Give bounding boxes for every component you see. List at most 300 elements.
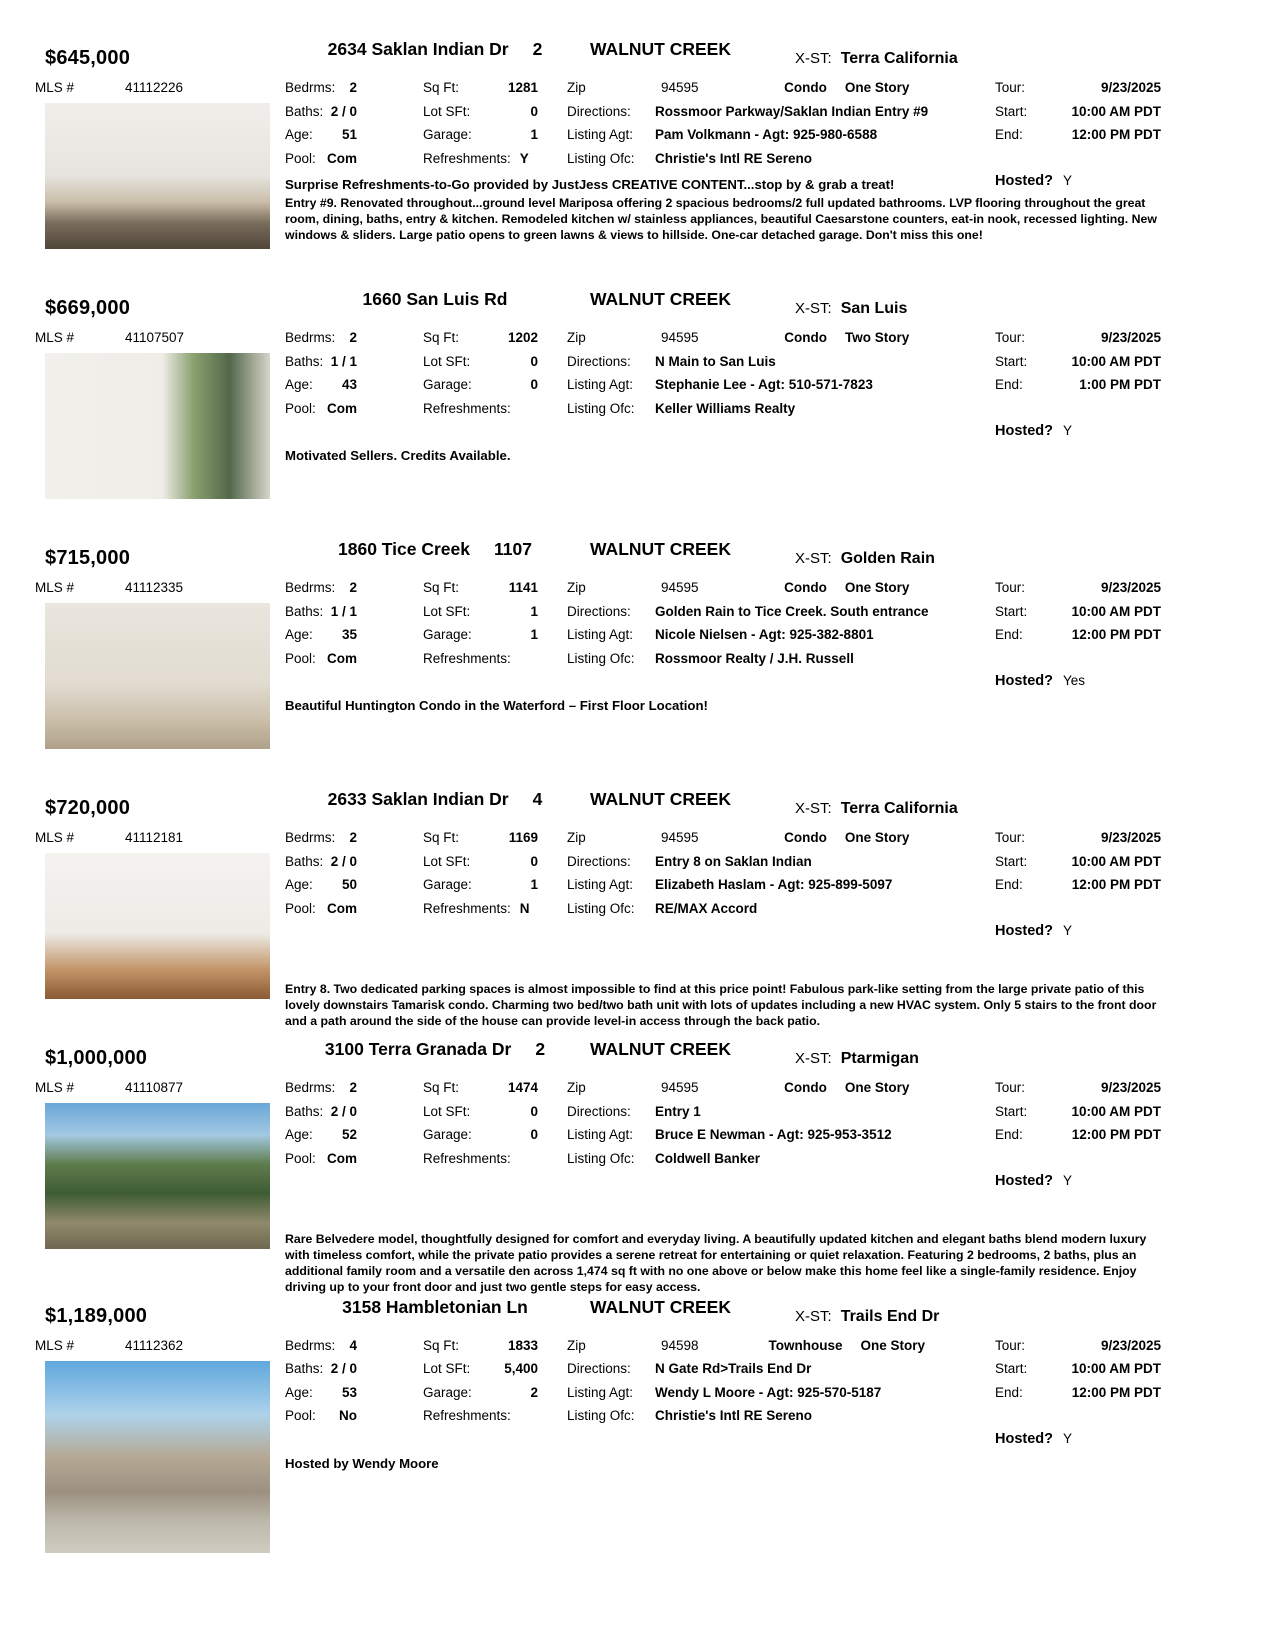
- directions-cell: [567, 1361, 995, 1376]
- start-label: Start:: [995, 103, 1028, 119]
- zip-value: 94595: [661, 1080, 699, 1095]
- start-time: 10:00 AM PDT: [1071, 1103, 1161, 1119]
- hosted-value: Y: [1063, 423, 1073, 438]
- cross-street-group: [795, 300, 907, 318]
- listing-left-column: [0, 580, 285, 749]
- directions-value: Golden Rain to Tice Creek. South entrance: [655, 603, 929, 619]
- listing-office-cell: [567, 901, 995, 916]
- age-value: 53: [341, 1384, 357, 1400]
- hosted-label: Hosted?: [995, 673, 1053, 689]
- detail-row: [285, 877, 1230, 901]
- listing-office-cell: [567, 401, 995, 416]
- street-address-group: [285, 1297, 585, 1318]
- listing-body: [0, 580, 1275, 749]
- sqft-cell: [423, 1080, 538, 1095]
- listing-header: [0, 38, 1275, 80]
- age-value: 35: [341, 627, 357, 643]
- hosted-label: Hosted?: [995, 1430, 1053, 1447]
- start-label: Start:: [995, 1361, 1028, 1377]
- bedrooms-cell: [285, 830, 357, 845]
- mls-number: 41112362: [125, 1337, 184, 1353]
- sqft-value: 1202: [507, 330, 538, 345]
- bedrooms-label: Bedrms:: [285, 1337, 336, 1353]
- tour-date: 9/23/2025: [1100, 580, 1161, 595]
- listing-card: [0, 538, 1275, 788]
- stories-value: One Story: [860, 1337, 926, 1353]
- cross-street-value: Terra California: [840, 800, 958, 817]
- bedrooms-value: 2: [349, 330, 357, 345]
- listing-photo: [45, 353, 270, 499]
- stories-value: One Story: [844, 580, 910, 595]
- refreshments-cell: [423, 651, 520, 666]
- baths-label: Baths:: [285, 1103, 324, 1119]
- unit-number: 4: [532, 789, 543, 809]
- hosted-label: Hosted?: [995, 923, 1053, 939]
- tour-cell: [995, 830, 1161, 845]
- listing-remarks: Rare Belvedere model, thoughtfully designed for comfort and everyday living. A beautifully updated kitchen and elegant baths blend modern luxury with timeless comfort, while the private patio provides a serene retreat for entertaining or quiet relaxation. Featuring 2 bedrooms, 2 baths, plus an additional family room and a versatile den across 1,474 sq ft with no one above or below make this home feel like a single-family residence. Enjoy driving up to your front door and just two gentle steps for easy access.: [285, 1232, 1147, 1294]
- bedrooms-label: Bedrms:: [285, 580, 336, 595]
- end-cell: [995, 377, 1161, 392]
- tour-label: Tour:: [995, 330, 1026, 345]
- zip-type-cell: [567, 580, 995, 595]
- pool-cell: [285, 1408, 357, 1423]
- listing-card: [0, 1038, 1275, 1296]
- city-name: WALNUT CREEK: [590, 1039, 731, 1059]
- garage-value: 1: [530, 627, 538, 643]
- directions-cell: [567, 354, 995, 369]
- tour-cell: [995, 580, 1161, 595]
- lot-sqft-label: Lot SFt:: [423, 853, 471, 869]
- hosted-value: Y: [1063, 923, 1073, 938]
- listing-details: [285, 330, 1275, 499]
- garage-label: Garage:: [423, 627, 472, 643]
- listing-office-value: Rossmoor Realty / J.H. Russell: [655, 650, 854, 666]
- garage-value: 0: [530, 1127, 538, 1143]
- unit-number: 2: [535, 1039, 546, 1059]
- lot-sqft-value: 0: [530, 853, 538, 869]
- sqft-label: Sq Ft:: [423, 1337, 460, 1353]
- tour-label: Tour:: [995, 1337, 1026, 1353]
- listing-office-label: Listing Ofc:: [567, 650, 635, 666]
- cross-street-label: X-ST:: [795, 1050, 832, 1067]
- cross-street-value: San Luis: [840, 300, 908, 317]
- directions-label: Directions:: [567, 353, 631, 369]
- zip-value: 94598: [661, 1337, 699, 1353]
- property-type-group: [699, 1338, 995, 1353]
- tour-date: 9/23/2025: [1100, 330, 1161, 345]
- bedrooms-cell: [285, 80, 357, 95]
- start-time: 10:00 AM PDT: [1071, 103, 1161, 119]
- age-value: 50: [341, 877, 357, 893]
- sqft-value: 1169: [508, 830, 538, 845]
- age-value: 43: [341, 377, 357, 393]
- listing-office-cell: [567, 1408, 995, 1423]
- cross-street-group: [795, 1308, 939, 1326]
- directions-cell: [567, 1104, 995, 1119]
- detail-row: [285, 1338, 1230, 1362]
- property-type-group: [699, 830, 995, 845]
- baths-cell: [285, 1361, 357, 1376]
- garage-label: Garage:: [423, 877, 472, 893]
- garage-cell: [423, 1127, 538, 1142]
- detail-row: [285, 627, 1230, 651]
- unit-number: 1107: [494, 539, 532, 559]
- cross-street-label: X-ST:: [795, 550, 832, 567]
- lot-sqft-cell: [423, 1361, 538, 1376]
- sqft-label: Sq Ft:: [423, 830, 460, 845]
- property-type: Condo: [784, 830, 827, 845]
- hosted-value: Y: [1063, 173, 1073, 188]
- refreshments-label: Refreshments:: [423, 150, 511, 166]
- pool-label: Pool:: [285, 1150, 316, 1166]
- baths-cell: [285, 104, 357, 119]
- hosted-label: Hosted?: [995, 423, 1053, 439]
- detail-row: [285, 604, 1230, 628]
- end-time: 12:00 PM PDT: [1071, 127, 1161, 143]
- zip-value: 94595: [661, 830, 699, 845]
- property-type-group: [699, 80, 995, 95]
- baths-value: 2 / 0: [330, 1361, 357, 1377]
- mls-row: [35, 80, 285, 100]
- detail-row: [285, 1361, 1230, 1385]
- pool-cell: [285, 901, 357, 916]
- pool-label: Pool:: [285, 150, 316, 166]
- lot-sqft-value: 0: [530, 353, 538, 369]
- end-label: End:: [995, 127, 1023, 143]
- bedrooms-value: 2: [349, 1080, 357, 1095]
- refreshments-label: Refreshments:: [423, 650, 511, 666]
- garage-cell: [423, 1385, 538, 1400]
- end-label: End:: [995, 877, 1023, 893]
- property-type: Condo: [784, 1080, 827, 1095]
- refreshments-cell: [423, 401, 520, 416]
- pool-value: Com: [327, 400, 357, 416]
- bedrooms-value: 2: [349, 580, 357, 595]
- tour-date: 9/23/2025: [1100, 1337, 1161, 1353]
- detail-row: [285, 151, 1230, 175]
- listing-agent-value: Elizabeth Haslam - Agt: 925-899-5097: [655, 877, 893, 893]
- bedrooms-value: 2: [349, 830, 357, 845]
- end-label: End:: [995, 1384, 1023, 1400]
- bedrooms-value: 4: [349, 1337, 357, 1353]
- listing-agent-cell: [567, 1127, 995, 1142]
- directions-label: Directions:: [567, 103, 631, 119]
- property-type-group: [699, 330, 995, 345]
- listing-left-column: [0, 830, 285, 1030]
- directions-value: N Main to San Luis: [655, 353, 776, 369]
- refreshments-label: Refreshments:: [423, 1150, 511, 1166]
- bedrooms-label: Bedrms:: [285, 330, 336, 345]
- baths-value: 2 / 0: [330, 853, 357, 869]
- listing-details: [285, 830, 1275, 1030]
- zip-type-cell: [567, 1338, 995, 1353]
- start-label: Start:: [995, 353, 1028, 369]
- cross-street-group: [795, 550, 935, 568]
- zip-type-cell: [567, 330, 995, 345]
- end-time: 12:00 PM PDT: [1071, 1127, 1161, 1143]
- detail-row: [285, 1408, 1230, 1432]
- mls-number: 41107507: [125, 330, 185, 345]
- property-type: Condo: [784, 80, 827, 95]
- tour-cell: [995, 80, 1161, 95]
- pool-cell: [285, 1151, 357, 1166]
- sqft-label: Sq Ft:: [423, 580, 460, 595]
- start-time: 10:00 AM PDT: [1071, 603, 1161, 619]
- listing-body: [0, 1080, 1275, 1296]
- zip-label: Zip: [567, 1337, 586, 1353]
- pool-value: Com: [327, 900, 357, 916]
- mls-label: MLS #: [35, 1080, 75, 1095]
- listing-card: [0, 1296, 1275, 1553]
- sqft-cell: [423, 1338, 538, 1353]
- baths-label: Baths:: [285, 103, 324, 119]
- tour-cell: [995, 1338, 1161, 1353]
- listing-agent-label: Listing Agt:: [567, 627, 634, 643]
- baths-value: 1 / 1: [330, 353, 357, 369]
- listing-header: [0, 1296, 1275, 1338]
- detail-row: [285, 330, 1230, 354]
- tour-date: 9/23/2025: [1100, 830, 1161, 845]
- listing-office-label: Listing Ofc:: [567, 900, 635, 916]
- lot-sqft-label: Lot SFt:: [423, 353, 471, 369]
- listing-left-column: [0, 1338, 285, 1553]
- baths-label: Baths:: [285, 603, 324, 619]
- zip-label: Zip: [567, 80, 586, 95]
- pool-value: No: [339, 1408, 357, 1424]
- end-time: 1:00 PM PDT: [1079, 377, 1161, 393]
- listing-office-value: RE/MAX Accord: [655, 900, 758, 916]
- listing-office-label: Listing Ofc:: [567, 400, 635, 416]
- listing-office-cell: [567, 1151, 995, 1166]
- detail-row: [285, 401, 1230, 425]
- baths-label: Baths:: [285, 1361, 324, 1377]
- lot-sqft-cell: [423, 854, 538, 869]
- age-cell: [285, 377, 357, 392]
- refreshments-cell: [423, 1151, 520, 1166]
- listing-note: Beautiful Huntington Condo in the Waterford – First Floor Location!: [285, 698, 708, 714]
- detail-row: [285, 354, 1230, 378]
- mls-number: 41112226: [125, 80, 184, 95]
- listing-photo: [45, 1103, 270, 1249]
- start-cell: [995, 1361, 1161, 1376]
- detail-row: [285, 830, 1230, 854]
- garage-value: 0: [530, 377, 538, 393]
- city-name: WALNUT CREEK: [590, 39, 731, 59]
- end-time: 12:00 PM PDT: [1071, 1384, 1161, 1400]
- sqft-value: 1833: [507, 1337, 538, 1353]
- bedrooms-cell: [285, 580, 357, 595]
- baths-label: Baths:: [285, 353, 324, 369]
- stories-value: One Story: [844, 80, 910, 95]
- start-time: 10:00 AM PDT: [1071, 353, 1161, 369]
- tour-date: 9/23/2025: [1100, 1080, 1161, 1095]
- lot-sqft-label: Lot SFt:: [423, 1103, 471, 1119]
- lot-sqft-label: Lot SFt:: [423, 1361, 471, 1377]
- mls-label: MLS #: [35, 1337, 75, 1353]
- zip-value: 94595: [661, 580, 699, 595]
- mls-number: 41112335: [125, 580, 184, 595]
- detail-row: [285, 104, 1230, 128]
- listing-note: Hosted by Wendy Moore: [285, 1455, 439, 1471]
- listing-price: $669,000: [45, 297, 131, 319]
- bedrooms-cell: [285, 330, 357, 345]
- directions-label: Directions:: [567, 1103, 631, 1119]
- street-address: 3100 Terra Granada Dr: [324, 1039, 512, 1059]
- listing-agent-value: Pam Volkmann - Agt: 925-980-6588: [655, 127, 878, 143]
- zip-type-cell: [567, 80, 995, 95]
- tour-date: 9/23/2025: [1100, 80, 1161, 95]
- listing-details: [285, 1338, 1275, 1553]
- listing-agent-cell: [567, 627, 995, 642]
- start-time: 10:00 AM PDT: [1071, 853, 1161, 869]
- refreshments-cell: [423, 151, 529, 166]
- pool-value: Com: [327, 1150, 357, 1166]
- refreshments-value: N: [519, 900, 530, 916]
- garage-cell: [423, 627, 538, 642]
- baths-cell: [285, 354, 357, 369]
- listing-remarks: Entry #9. Renovated throughout...ground level Mariposa offering 2 spacious bedrooms/2 full updated bathrooms. LVP flooring throughout the great room, dining, baths, entry & kitchen. Remodeled kitchen w/ stainless appliances, beautiful Caesarstone counters, eat-in nook, recessed lighting. New windows & sliders. Large patio opens to green lawns & views to hillside. One-car detached garage. Don't miss this one!: [285, 196, 1157, 242]
- sqft-cell: [423, 580, 538, 595]
- baths-cell: [285, 604, 357, 619]
- listing-agent-cell: [567, 1385, 995, 1400]
- end-label: End:: [995, 1127, 1023, 1143]
- bedrooms-label: Bedrms:: [285, 830, 336, 845]
- listing-price: $715,000: [45, 547, 131, 569]
- zip-type-cell: [567, 830, 995, 845]
- end-label: End:: [995, 377, 1023, 393]
- pool-value: Com: [327, 650, 357, 666]
- listing-agent-value: Nicole Nielsen - Agt: 925-382-8801: [655, 627, 874, 643]
- listing-agent-value: Stephanie Lee - Agt: 510-571-7823: [655, 377, 873, 393]
- listing-details: [285, 1080, 1275, 1296]
- listing-left-column: [0, 80, 285, 249]
- end-time: 12:00 PM PDT: [1071, 877, 1161, 893]
- listing-agent-cell: [567, 127, 995, 142]
- age-cell: [285, 877, 357, 892]
- garage-label: Garage:: [423, 127, 472, 143]
- lot-sqft-value: 0: [530, 103, 538, 119]
- listing-photo: [45, 853, 270, 999]
- cross-street-value: Golden Rain: [840, 550, 935, 567]
- directions-label: Directions:: [567, 1361, 631, 1377]
- sqft-label: Sq Ft:: [423, 1080, 460, 1095]
- mls-label: MLS #: [35, 580, 75, 595]
- pool-cell: [285, 401, 357, 416]
- tour-cell: [995, 1080, 1161, 1095]
- listing-header: [0, 1038, 1275, 1080]
- start-label: Start:: [995, 603, 1028, 619]
- property-type: Condo: [784, 580, 827, 595]
- hosted-value: Y: [1063, 1173, 1073, 1188]
- listing-agent-label: Listing Agt:: [567, 1127, 634, 1143]
- listing-price: $1,000,000: [45, 1047, 148, 1069]
- lot-sqft-label: Lot SFt:: [423, 603, 471, 619]
- hosted-group: [995, 1431, 1072, 1447]
- listing-office-label: Listing Ofc:: [567, 1408, 635, 1424]
- street-address: 1860 Tice Creek: [338, 539, 471, 559]
- garage-cell: [423, 877, 538, 892]
- detail-row: [285, 1151, 1230, 1175]
- listing-left-column: [0, 330, 285, 499]
- pool-cell: [285, 651, 357, 666]
- listing-note: Motivated Sellers. Credits Available.: [285, 448, 511, 464]
- pool-label: Pool:: [285, 400, 316, 416]
- listing-details: [285, 580, 1275, 749]
- listing-header: [0, 788, 1275, 830]
- garage-value: 1: [530, 127, 538, 143]
- street-address: 2633 Saklan Indian Dr: [327, 789, 509, 809]
- directions-value: Entry 1: [655, 1103, 701, 1119]
- tour-cell: [995, 330, 1161, 345]
- listing-price: $720,000: [45, 797, 131, 819]
- city-name: WALNUT CREEK: [590, 1296, 731, 1317]
- detail-row: [285, 651, 1230, 675]
- start-cell: [995, 854, 1161, 869]
- listing-header: [0, 538, 1275, 580]
- sqft-value: 1281: [507, 80, 538, 95]
- garage-cell: [423, 377, 538, 392]
- listing-header: [0, 288, 1275, 330]
- start-label: Start:: [995, 1103, 1028, 1119]
- baths-label: Baths:: [285, 853, 324, 869]
- lot-sqft-label: Lot SFt:: [423, 103, 471, 119]
- age-cell: [285, 1385, 357, 1400]
- lot-sqft-cell: [423, 1104, 538, 1119]
- age-label: Age:: [285, 1384, 313, 1400]
- listing-card: [0, 38, 1275, 288]
- bedrooms-cell: [285, 1338, 357, 1353]
- street-address-group: [285, 289, 585, 310]
- hosted-group: [995, 1173, 1072, 1189]
- age-cell: [285, 627, 357, 642]
- stories-value: One Story: [844, 830, 910, 845]
- start-cell: [995, 354, 1161, 369]
- refreshments-label: Refreshments:: [423, 1408, 511, 1424]
- tour-label: Tour:: [995, 80, 1026, 95]
- detail-row: [285, 580, 1230, 604]
- detail-row: [285, 854, 1230, 878]
- pool-label: Pool:: [285, 650, 316, 666]
- end-cell: [995, 1127, 1161, 1142]
- listing-photo: [45, 103, 270, 249]
- listing-photo: [45, 603, 270, 749]
- listing-card: [0, 288, 1275, 538]
- age-label: Age:: [285, 377, 313, 393]
- directions-value: Rossmoor Parkway/Saklan Indian Entry #9: [655, 103, 929, 119]
- baths-cell: [285, 854, 357, 869]
- age-cell: [285, 1127, 357, 1142]
- cross-street-label: X-ST:: [795, 1307, 832, 1325]
- zip-value: 94595: [661, 80, 699, 95]
- listing-agent-value: Wendy L Moore - Agt: 925-570-5187: [655, 1384, 882, 1400]
- zip-label: Zip: [567, 330, 586, 345]
- directions-label: Directions:: [567, 603, 631, 619]
- mls-number: 41110877: [125, 1080, 184, 1095]
- city-name: WALNUT CREEK: [590, 789, 731, 809]
- lot-sqft-cell: [423, 354, 538, 369]
- bedrooms-value: 2: [349, 80, 357, 95]
- detail-row: [285, 127, 1230, 151]
- stories-value: Two Story: [845, 330, 910, 345]
- start-cell: [995, 604, 1161, 619]
- baths-cell: [285, 1104, 357, 1119]
- hosted-group: [995, 173, 1072, 189]
- detail-row: [285, 1385, 1230, 1409]
- listing-agent-value: Bruce E Newman - Agt: 925-953-3512: [655, 1127, 892, 1143]
- start-label: Start:: [995, 853, 1028, 869]
- lot-sqft-cell: [423, 104, 538, 119]
- age-value: 52: [341, 1127, 357, 1143]
